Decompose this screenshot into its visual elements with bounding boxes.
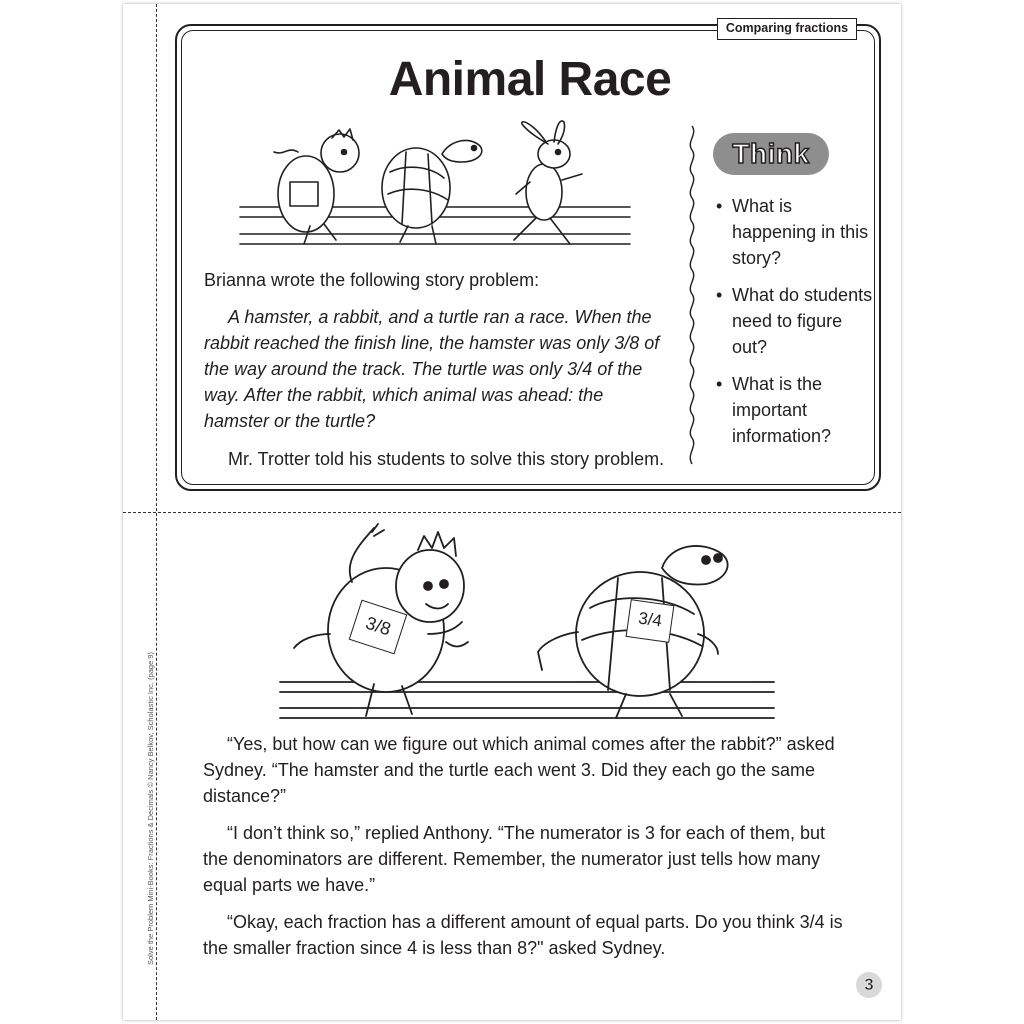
think-question-text: What is the important information? (732, 374, 832, 446)
horizontal-cut-line (123, 512, 901, 513)
story-problem: A hamster, a rabbit, and a turtle ran a race. When the rabbit reached the finish line, the hamster was only 3/8 of the way around the track. The turtle was only 3/4 of the way. After the rabbit, which animal was ahead: the hamster or the turtle? (204, 307, 660, 431)
bullet-icon: • (716, 285, 723, 305)
hamster-small (274, 129, 359, 244)
think-divider (684, 126, 700, 464)
teacher-instruction: Mr. Trotter told his students to solve this story problem. (228, 449, 665, 469)
think-questions (716, 193, 876, 460)
turtle-bib (626, 599, 675, 643)
dialogue-paragraph: “Yes, but how can we figure out which animal comes after the rabbit?” asked Sydney. “The hamster and the turtle each went 3. Did they each go the same distance?” (203, 734, 835, 806)
race-illustration-bottom (278, 522, 778, 722)
race-illustration-top (236, 116, 636, 252)
dialogue-paragraph: “Okay, each fraction has a different amount of equal parts. Do you think 3/4 is the smaller fraction since 4 is less than 8?" asked Sydney. (203, 912, 843, 958)
think-question (716, 193, 876, 271)
dialogue-paragraph: “I don’t think so,” replied Anthony. “The numerator is 3 for each of them, but the denominators are different. Remember, the numerator just tells how many equal parts we have.” (203, 823, 825, 895)
think-label: Think (732, 138, 810, 169)
page-title: Animal Race (388, 53, 672, 106)
page-number: 3 (856, 972, 882, 998)
turtle-bib-fraction: 3/4 (637, 608, 664, 631)
think-question-text: What do students need to figure out? (732, 285, 873, 357)
think-question (716, 371, 876, 449)
hamster-bib-fraction: 3/8 (363, 612, 394, 640)
think-badge (713, 133, 829, 175)
story-intro: Brianna wrote the following story problem: (204, 270, 540, 290)
bullet-icon: • (716, 374, 723, 394)
rabbit-small (514, 121, 582, 244)
copyright-credit: Solve the Problem Mini-Books: Fractions & Decimals © Nancy Belkov, Scholastic Inc. (page 9) (146, 651, 155, 965)
think-question-text: What is happening in this story? (732, 196, 869, 268)
topic-tag: Comparing fractions (717, 18, 857, 40)
turtle-small (382, 140, 482, 244)
bullet-icon: • (716, 196, 723, 216)
think-question (716, 282, 876, 360)
